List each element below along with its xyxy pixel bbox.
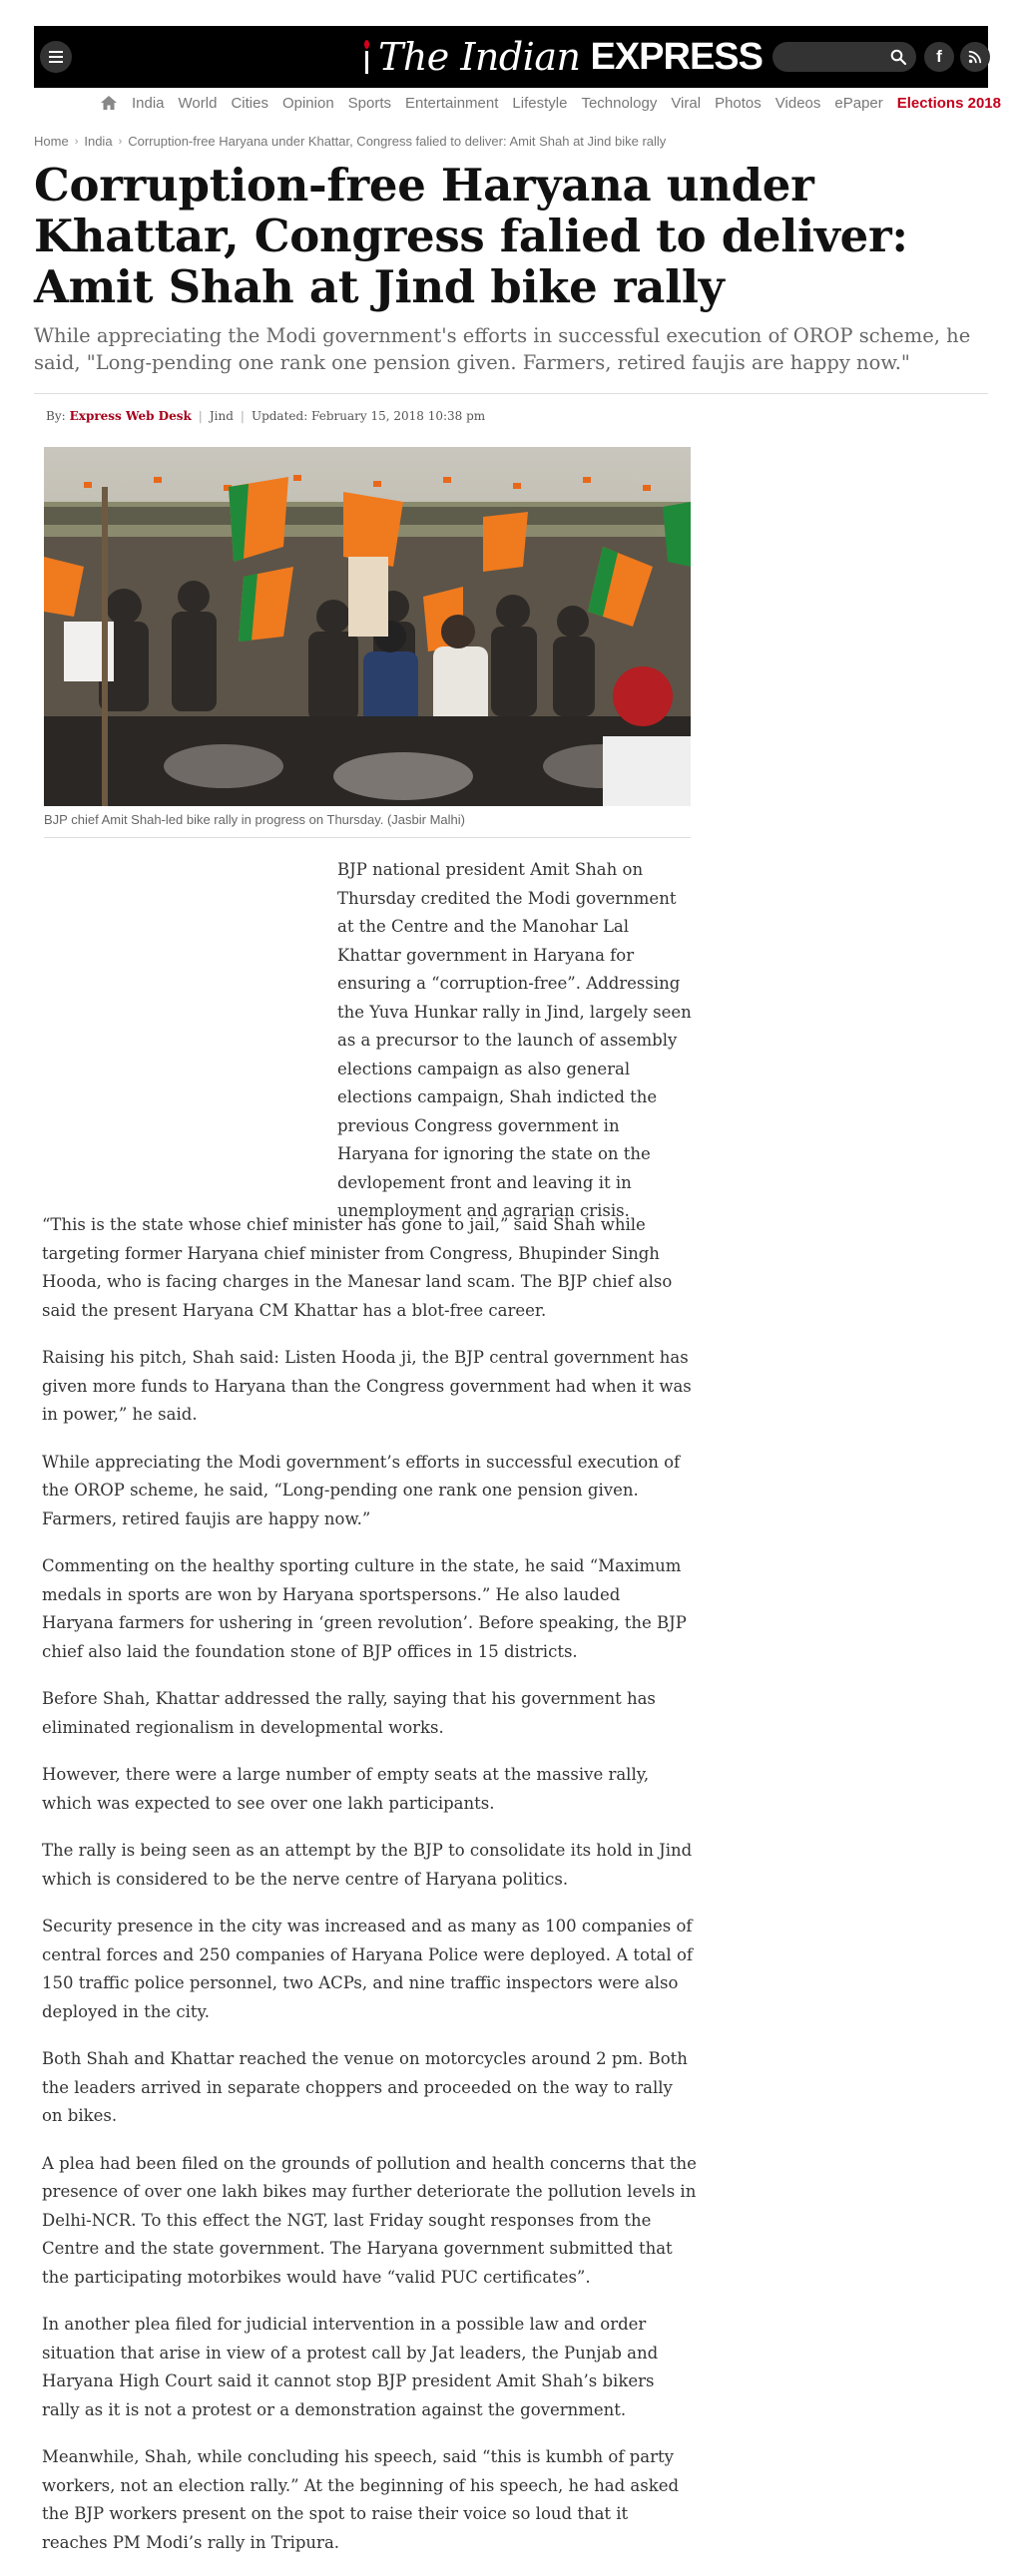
breadcrumb-india[interactable]: India — [84, 134, 113, 149]
search-input[interactable] — [772, 42, 916, 72]
site-logo[interactable] — [363, 32, 763, 82]
nav-viral[interactable]: Viral — [671, 94, 702, 112]
article-photo — [44, 447, 691, 806]
article-paragraph: However, there were a large number of empty seats at the massive rally, which was expected to see over one lakh participants. — [42, 1765, 650, 1813]
rss-icon[interactable] — [960, 42, 990, 72]
nav-world[interactable]: World — [178, 94, 218, 112]
logo-express: EXPRESS — [590, 35, 763, 78]
facebook-icon[interactable]: f — [924, 42, 954, 72]
divider: | — [198, 409, 203, 423]
chevron-right-icon: › — [118, 135, 123, 148]
breadcrumb-home[interactable]: Home — [34, 134, 69, 149]
byline-updated: Updated: February 15, 2018 10:38 pm — [251, 409, 486, 423]
nav-sports[interactable]: Sports — [347, 94, 392, 112]
nav-videos[interactable]: Videos — [774, 94, 821, 112]
article-synopsis: While appreciating the Modi government's efforts in successful execution of OROP scheme, he said, "Long-pending one rank one pension given. Farmers, retired faujis are happy now." — [34, 324, 971, 374]
author-link[interactable]: Express Web Desk — [69, 409, 192, 423]
nav-technology[interactable]: Technology — [581, 94, 658, 112]
divider: | — [240, 409, 245, 423]
photo-caption: BJP chief Amit Shah-led bike rally in progress on Thursday. (Jasbir Malhi) — [44, 812, 691, 838]
article-paragraph: Before Shah, Khattar addressed the rally, saying that his government has eliminated regionalism in developmental works. — [42, 1689, 656, 1737]
nav-photos[interactable]: Photos — [715, 94, 762, 112]
article-paragraph: Commenting on the healthy sporting culture in the state, he said “Maximum medals in sports are won by Haryana sportspersons.” He also lauded Haryana farmers for ushering in ‘green revolution’. Before speaking, the BJP chief also laid the foundation stone of BJP offices in 15 districts. — [42, 1556, 687, 1661]
article-paragraph: Security presence in the city was increased and as many as 100 companies of central forces and 250 companies of Haryana Police were deployed. A total of 150 traffic police personnel, two ACPs, and nine traffic inspectors were also deployed in the city. — [42, 1917, 693, 2021]
main-nav — [100, 92, 1001, 114]
masthead-bar — [34, 26, 988, 88]
logo-mark-icon — [363, 40, 370, 74]
article-lead: BJP national president Amit Shah on Thursday credited the Modi government at the Centre and the Manohar Lal Khattar government in Haryana for ensuring a “corruption-free”. Addressing the Yuva Hunkar rally in Jind, largely seen as a precursor to the launch of assembly elections campaign as also general elections campaign, Shah indicted the previous Congress government in Haryana for ignoring the state on the devlopement front and leaving it in unemployment and agrarian crisis. — [337, 860, 692, 1220]
nav-entertainment[interactable]: Entertainment — [405, 94, 499, 112]
article-paragraph: Both Shah and Khattar reached the venue on motorcycles around 2 pm. Both the leaders arrived in separate choppers and proceeded on the way to rally on bikes. — [42, 2049, 688, 2125]
breadcrumb-current: Corruption-free Haryana under Khattar, Congress falied to deliver: Amit Shah at Jind bike rally — [128, 134, 667, 149]
chevron-right-icon: › — [74, 135, 79, 148]
logo-the-indian: The Indian — [377, 35, 581, 79]
search-icon[interactable] — [890, 49, 906, 65]
article-body — [42, 1211, 697, 2576]
breadcrumb — [34, 134, 666, 149]
byline — [46, 409, 485, 423]
article-paragraph: Meanwhile, Shah, while concluding his speech, said “this is kumbh of party workers, not an election rally.” At the beginning of his speech, he had asked the BJP workers present on the spot to raise their voice so loud that it reaches PM Modi’s rally in Tripura. — [42, 2447, 680, 2552]
nav-cities[interactable]: Cities — [231, 94, 268, 112]
home-icon[interactable] — [100, 95, 118, 111]
nav-india[interactable]: India — [132, 94, 165, 112]
divider — [34, 393, 988, 394]
article-paragraph: While appreciating the Modi government’s efforts in successful execution of the OROP scheme, he said, “Long-pending one rank one pension given. Farmers, retired faujis are happy now.” — [42, 1452, 681, 1528]
nav-epaper[interactable]: ePaper — [834, 94, 883, 112]
article-paragraph: Raising his pitch, Shah said: Listen Hooda ji, the BJP central government has given more funds to Haryana than the Congress government had when it was in power,” he said. — [42, 1348, 692, 1424]
menu-icon[interactable] — [40, 41, 72, 73]
article-paragraph: The rally is being seen as an attempt by the BJP to consolidate its hold in Jind which is considered to be the nerve centre of Haryana politics. — [42, 1841, 693, 1889]
page-title: Corruption-free Haryana under Khattar, Congress falied to deliver: Amit Shah at Jind bike rally — [34, 159, 908, 313]
article-paragraph: “This is the state whose chief minister has gone to jail,” said Shah while targeting former Haryana chief minister from Congress, Bhupinder Singh Hooda, who is facing charges in the Manesar land scam. The BJP chief also said the present Haryana CM Khattar has a blot-free career. — [42, 1215, 673, 1320]
article-paragraph: A plea had been filed on the grounds of pollution and health concerns that the presence of over one lakh bikes may further deteriorate the pollution levels in Delhi-NCR. To this effect the NGT, last Friday sought responses from the Centre and the state government. The Haryana government submitted that the participating motorbikes would have “valid PUC certificates”. — [42, 2153, 697, 2287]
nav-elections-2018[interactable]: Elections 2018 — [896, 94, 1001, 112]
article-paragraph: In another plea filed for judicial intervention in a possible law and order situation that arise in view of a protest call by Jat leaders, the Punjab and Haryana High Court said it cannot stop BJP president Amit Shah’s bikers rally as it is not a protest or a demonstration against the government. — [42, 2315, 659, 2419]
byline-location: Jind — [209, 409, 234, 423]
nav-opinion[interactable]: Opinion — [281, 94, 334, 112]
byline-prefix: By: — [46, 409, 66, 423]
nav-lifestyle[interactable]: Lifestyle — [512, 94, 568, 112]
